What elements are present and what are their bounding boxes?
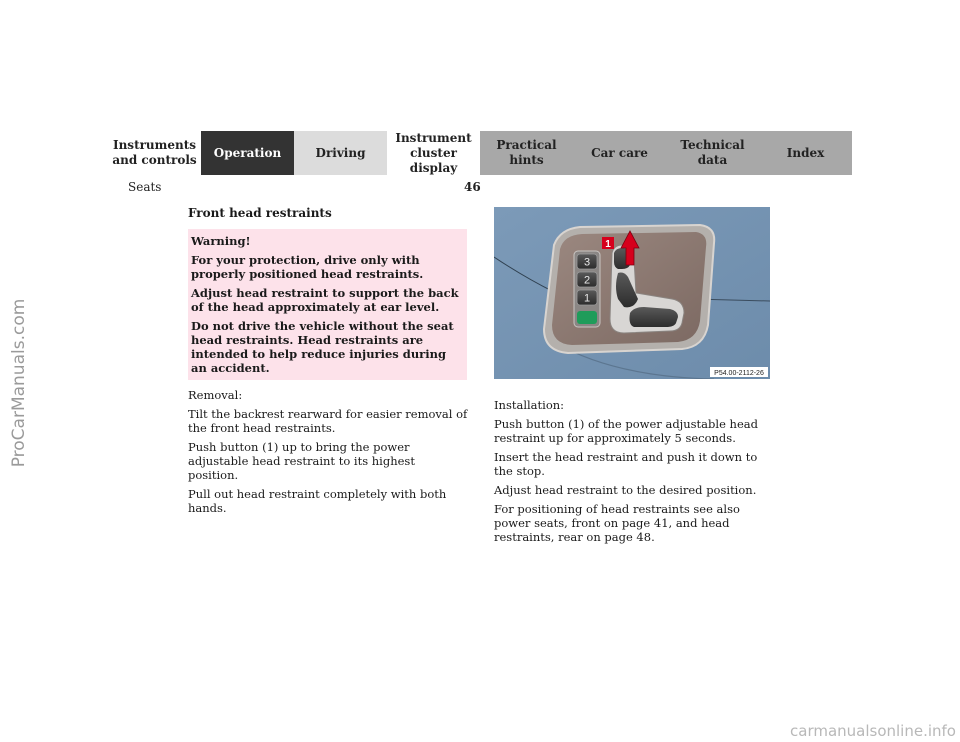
figure-code: P54.00-2112-26 [714, 370, 764, 377]
warning-line: Adjust head restraint to support the back of the head approximately at ear level. [191, 286, 459, 314]
paragraph: Pull out head restraint completely with both hands. [188, 487, 447, 515]
seat-cushion-switch [630, 307, 679, 327]
watermark-side: ProCarManuals.com [9, 298, 29, 468]
memory-button-3-label: 3 [583, 256, 591, 269]
paragraph: Tilt the backrest rearward for easier removal of the front head restraints. [188, 407, 468, 435]
page-number: 46 [464, 180, 481, 194]
removal-instructions [188, 388, 468, 515]
memory-button-2-label: 2 [583, 274, 591, 287]
tab-instruments-and-controls[interactable]: Instruments and controls [108, 131, 201, 175]
memory-indicator [577, 311, 597, 324]
paragraph: For positioning of head restraints see also power seats, front on page 41, and head restraints, rear on page 48. [494, 502, 740, 544]
paragraph: Adjust head restraint to the desired position. [494, 483, 757, 497]
paragraph: Push button (1) of the power adjustable head restraint up for approximately 5 seconds. [494, 417, 758, 445]
memory-button-1-label: 1 [583, 292, 591, 305]
right-column [494, 398, 779, 549]
warning-line: For your protection, drive only with properly positioned head restraints. [191, 253, 424, 281]
section-tabs [108, 131, 852, 175]
section-title: Front head restraints [188, 206, 332, 220]
seat-control-illustration [494, 207, 770, 379]
callout-number: 1 [605, 239, 611, 250]
tab-index[interactable]: Index [759, 131, 852, 175]
warning-heading: Warning! [191, 234, 251, 248]
tab-car-care[interactable]: Car care [573, 131, 666, 175]
running-header-section: Seats [128, 180, 162, 194]
paragraph: Removal: [188, 388, 243, 402]
left-column [188, 206, 468, 520]
tab-operation[interactable]: Operation [201, 131, 294, 175]
warning-box [188, 229, 467, 380]
paragraph: Installation: [494, 398, 565, 412]
tab-driving[interactable]: Driving [294, 131, 387, 175]
tab-practical-hints[interactable]: Practical hints [480, 131, 573, 175]
watermark-bottom: carmanualsonline.info [790, 722, 956, 740]
paragraph: Insert the head restraint and push it down to the stop. [494, 450, 758, 478]
tab-technical-data[interactable]: Technical data [666, 131, 759, 175]
paragraph: Push button (1) up to bring the power adjustable head restraint to its highest position. [188, 440, 415, 482]
warning-line: Do not drive the vehicle without the seat head restraints. Head restraints are intended to help reduce injuries during an accident. [191, 319, 454, 375]
tab-instrument-cluster-display[interactable]: Instrument cluster display [387, 131, 480, 175]
